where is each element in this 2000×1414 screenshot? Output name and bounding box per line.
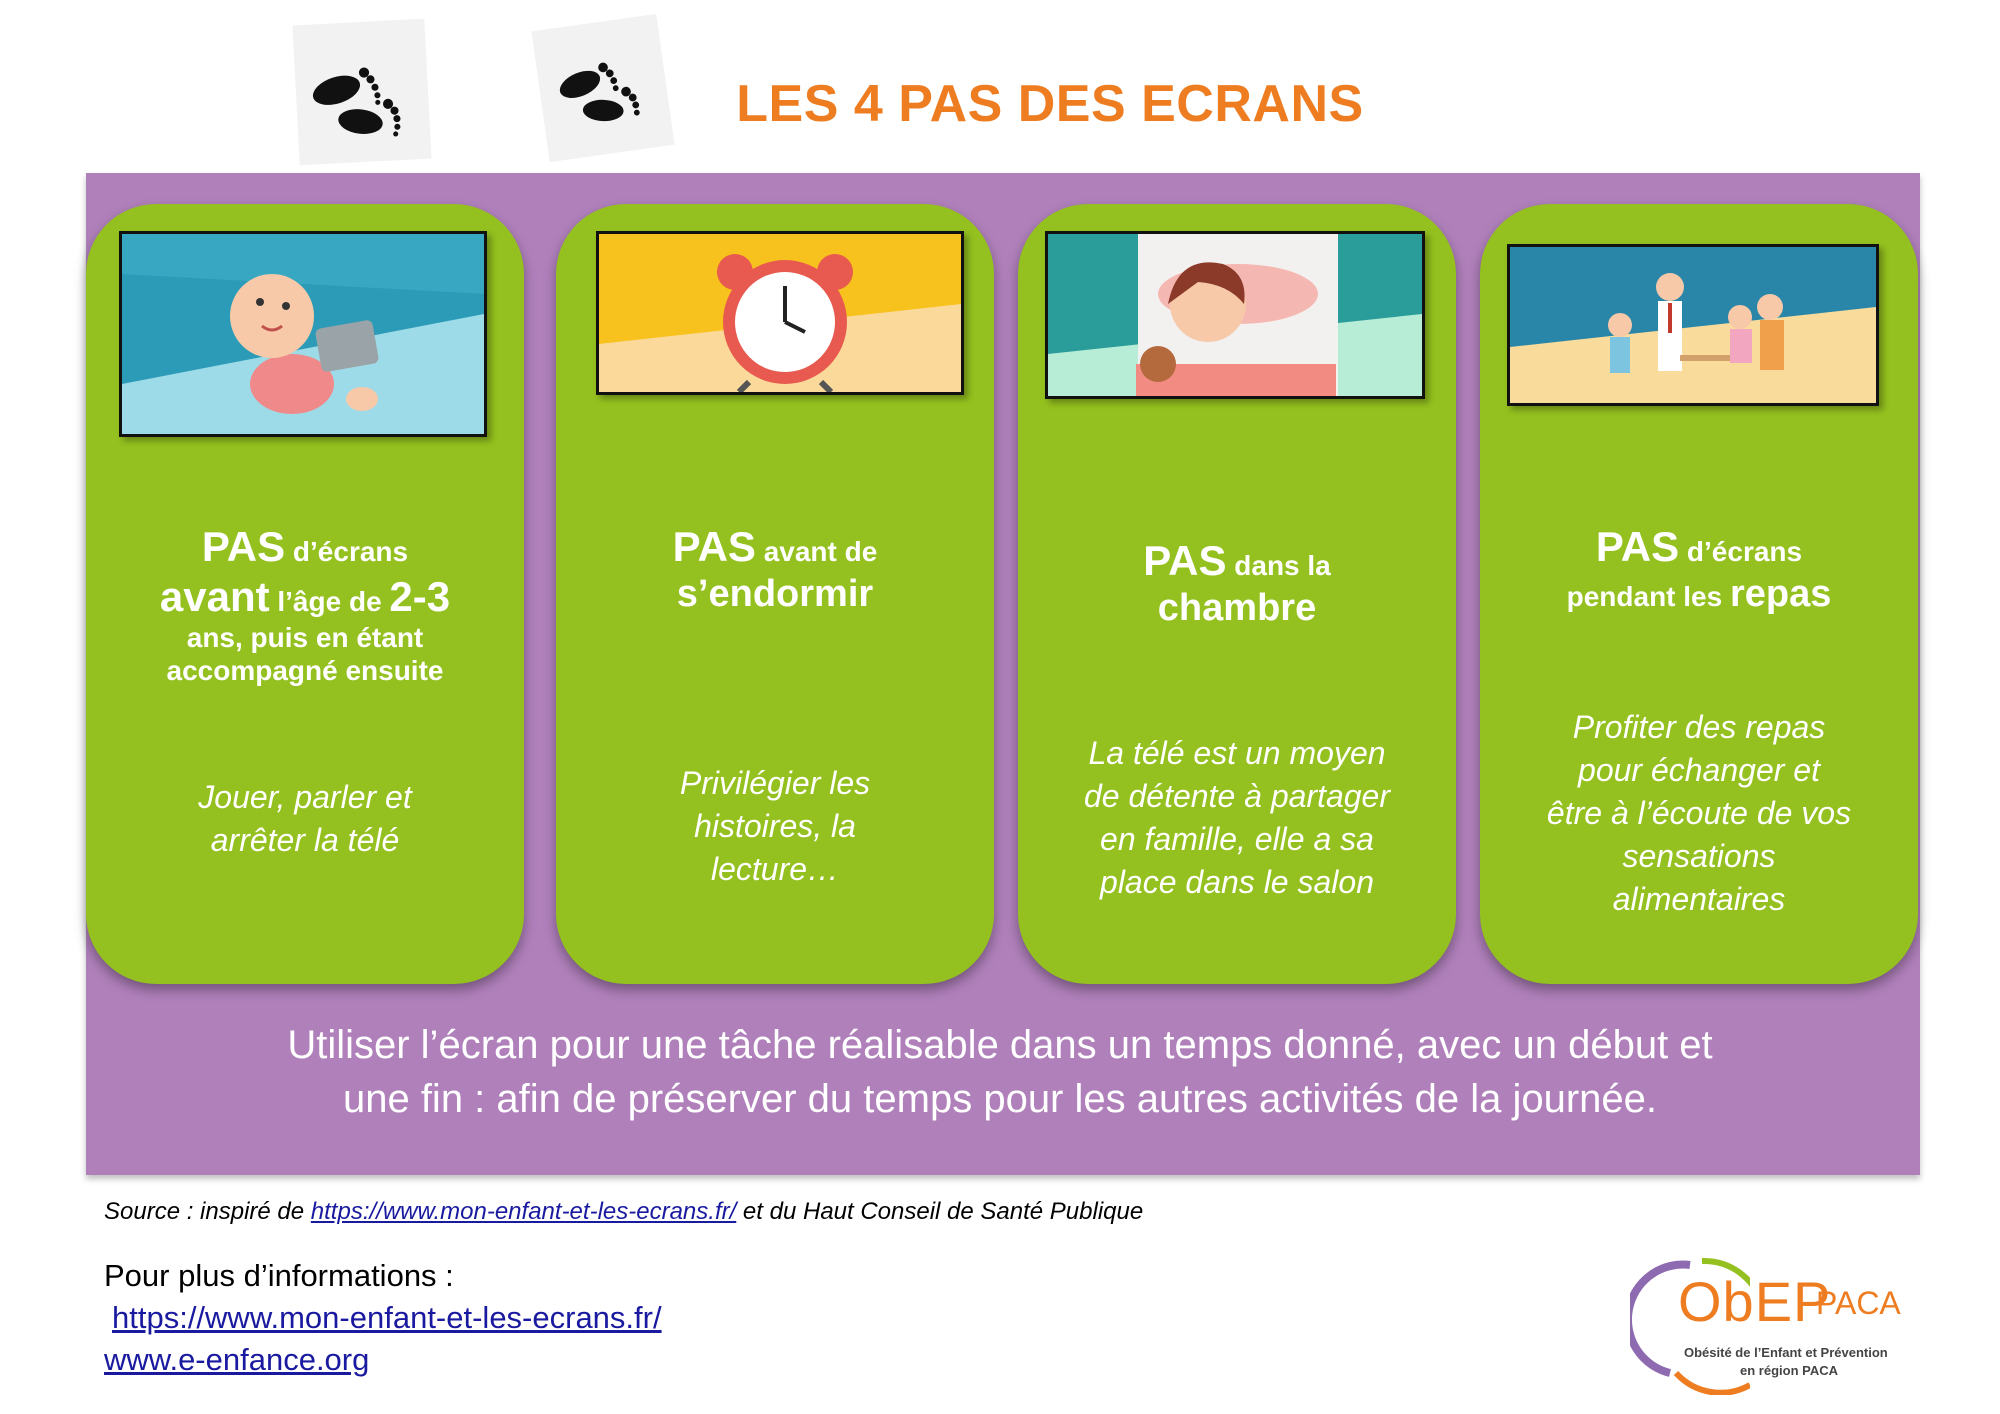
girl-in-bed-illustration [1045, 231, 1425, 399]
source-link[interactable]: https://www.mon-enfant-et-les-ecrans.fr/ [310, 1198, 737, 1225]
page-title: LES 4 PAS DES ECRANS [736, 75, 1364, 133]
logo-main-text: ObEP [1678, 1270, 1832, 1333]
card-text: Privilégier les histoires, la lecture… [679, 765, 871, 887]
footprints-icon [292, 19, 431, 166]
card-text: Jouer, parler et arrêter la télé [198, 779, 412, 858]
card-heading: PAS avant de s’endormir [672, 523, 878, 615]
more-info-link-1[interactable]: https://www.mon-enfant-et-les-ecrans.fr/ [112, 1300, 662, 1335]
card-no-screens-before-sleep [556, 204, 994, 984]
card-text: Profiter des repas pour échanger et être à l’écoute de vos sensations alimentaires [1546, 709, 1852, 917]
more-info-label: Pour plus d’informations : [104, 1258, 454, 1293]
card-no-screens-during-meals [1480, 204, 1918, 984]
alarm-clock-illustration [596, 231, 964, 395]
card-no-screens-in-bedroom [1018, 204, 1456, 984]
obep-paca-logo [1630, 1245, 1920, 1395]
panel-footer-text: Utiliser l’écran pour une tâche réalisable dans un temps donné, avec un début et une fin : afin de préserver du temps pour les autres activités de la journée. [287, 1023, 1713, 1121]
card-heading: PAS d’écrans pendant les repas [1566, 523, 1832, 615]
footprints-icon [531, 14, 674, 162]
logo-region-text: PACA [1816, 1285, 1901, 1321]
family-illustration [1507, 244, 1879, 406]
card-heading: PAS d’écrans avant l’âge de 2-3 ans, puis en étant accompagné ensuite [159, 523, 451, 687]
logo-subtitle-line1: Obésité de l’Enfant et Prévention [1684, 1345, 1888, 1360]
more-info-link-2[interactable]: www.e-enfance.org [104, 1342, 370, 1377]
logo-subtitle-line2: en région PACA [1740, 1363, 1838, 1378]
card-no-screens-before-age [86, 204, 524, 984]
baby-tablet-illustration [119, 231, 487, 437]
source-line: Source : inspiré de https://www.mon-enfant-et-les-ecrans.fr/ et du Haut Conseil de Santé Publique [104, 1198, 1144, 1225]
card-heading: PAS dans la chambre [1143, 537, 1331, 629]
card-text: La télé est un moyen de détente à partager en famille, elle a sa place dans le salon [1083, 735, 1390, 900]
